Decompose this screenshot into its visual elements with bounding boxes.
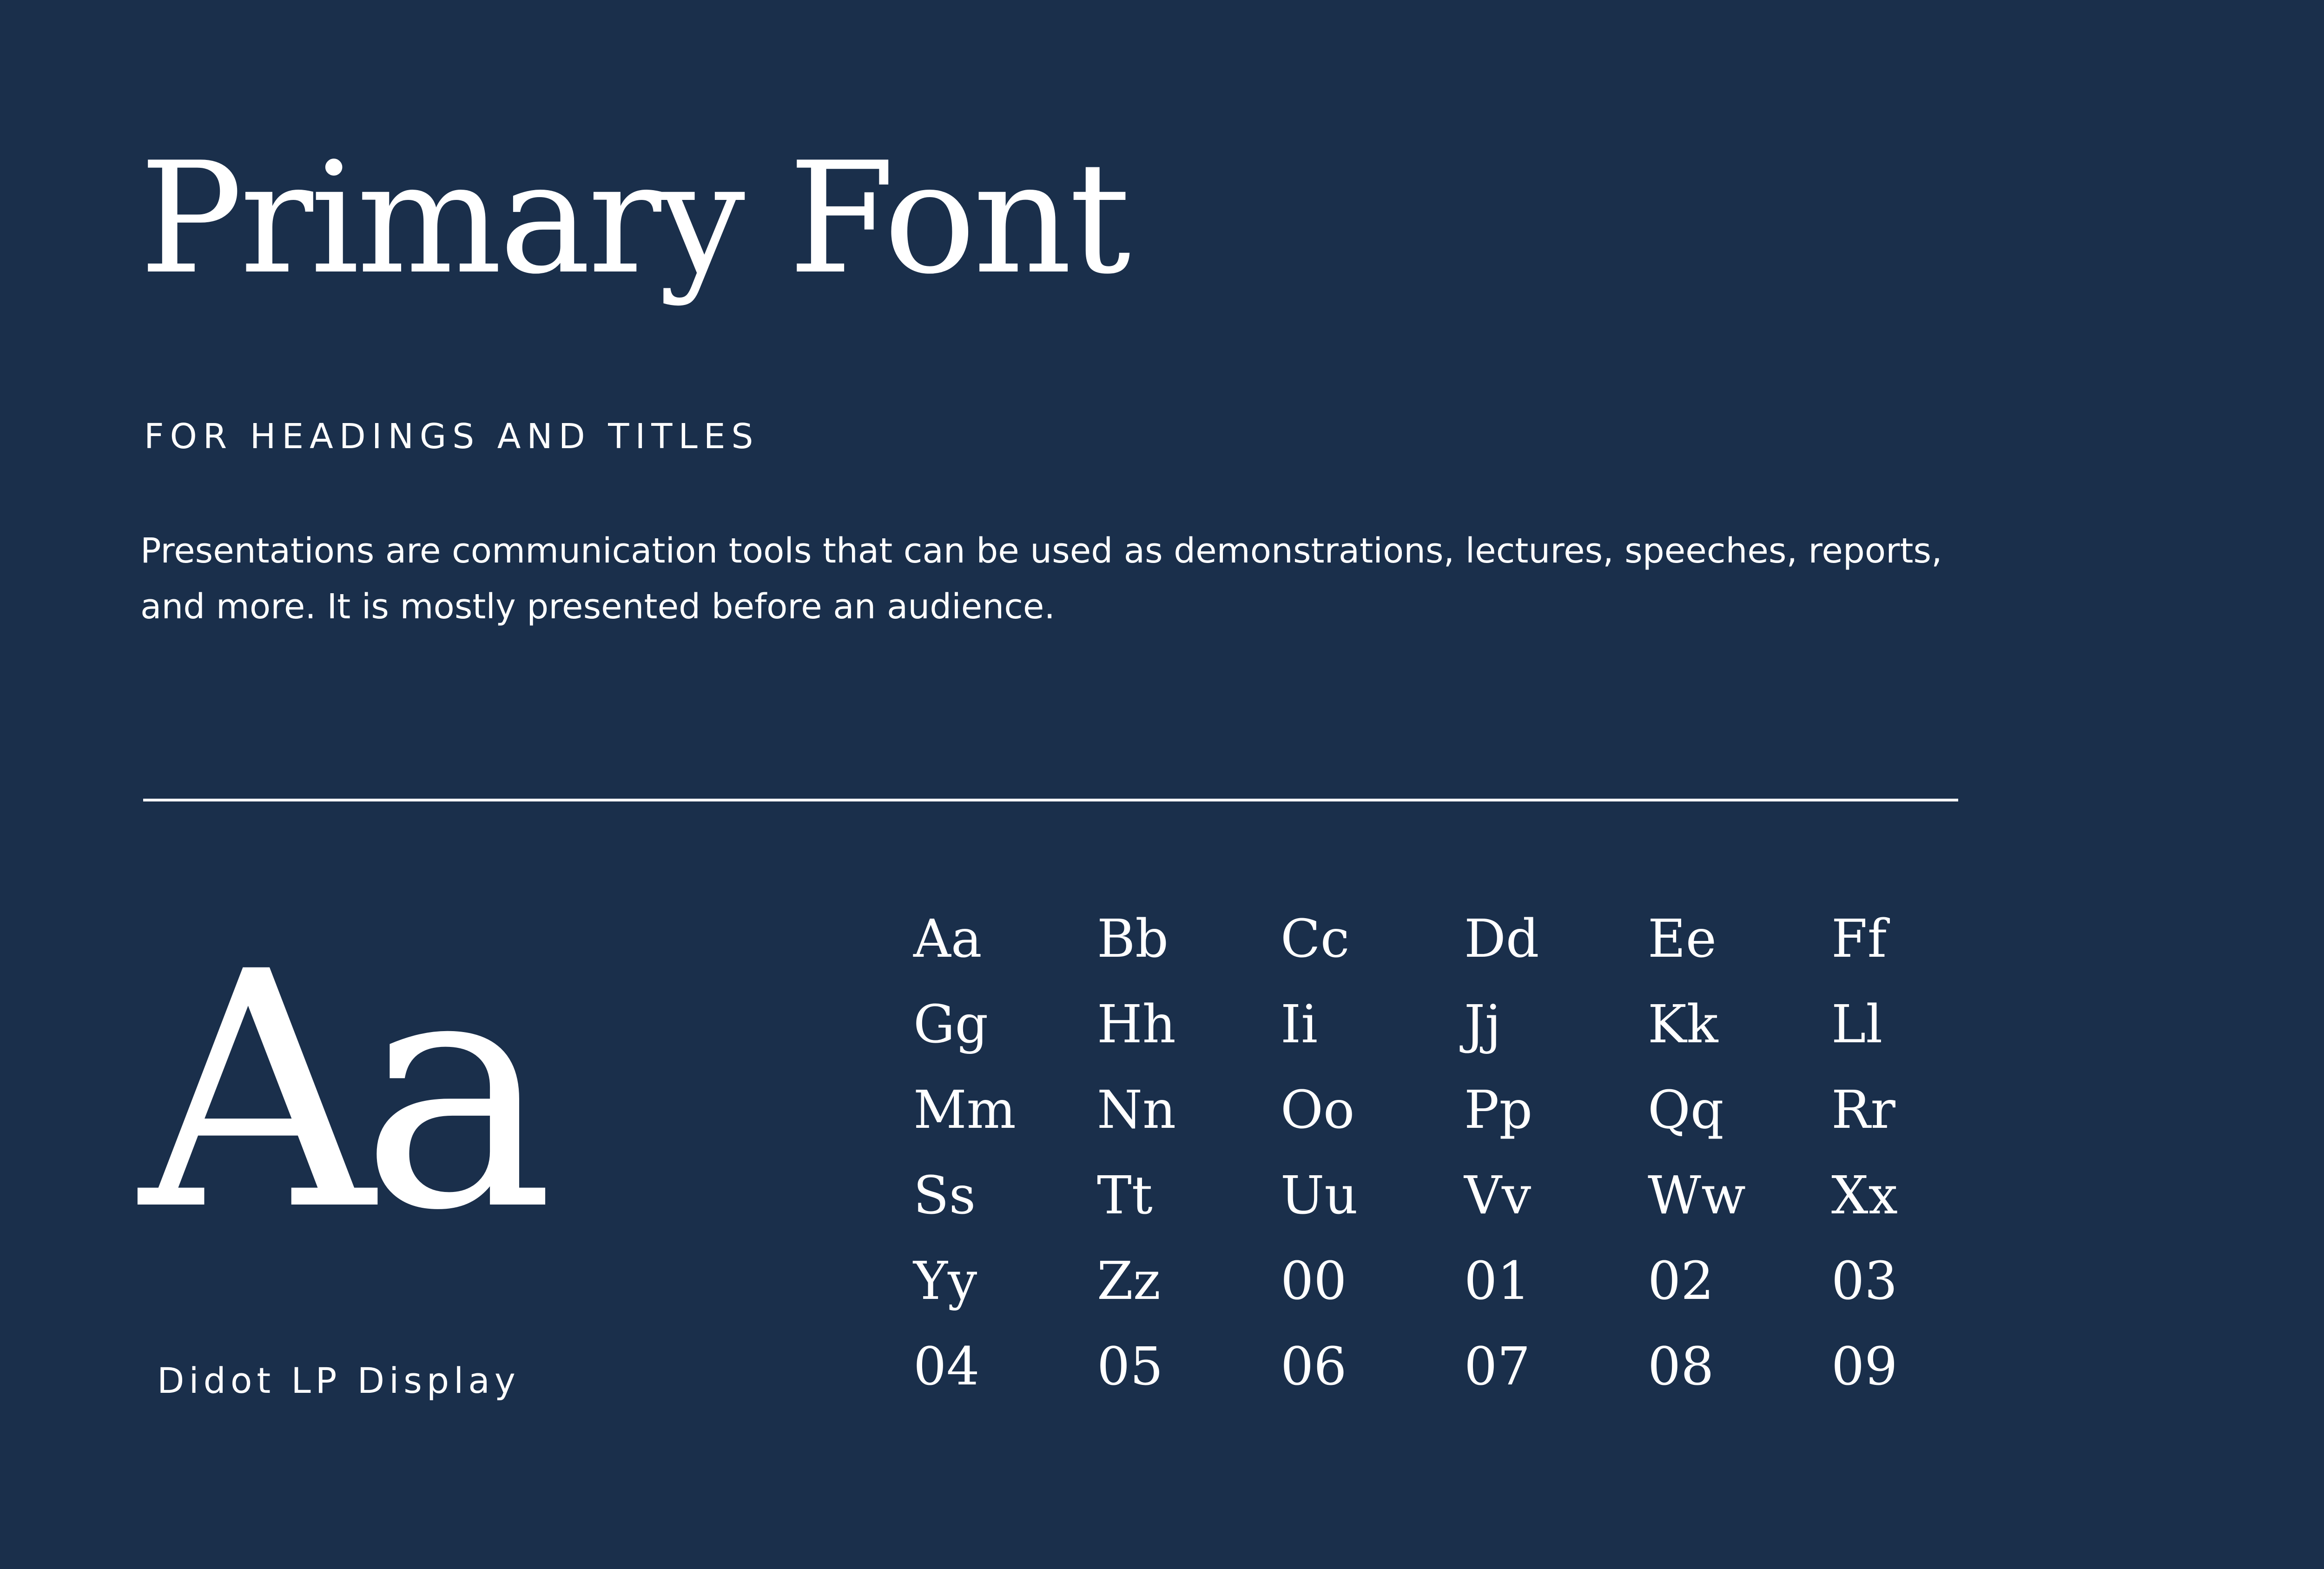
page-title: Primary Font: [139, 129, 1128, 308]
glyph-sample: 03: [1831, 1251, 1898, 1311]
glyph-sample: Ff: [1831, 909, 1887, 969]
glyph-sample: 08: [1648, 1337, 1714, 1397]
glyph-sample: Nn: [1097, 1080, 1176, 1140]
glyph-sample: 07: [1464, 1337, 1531, 1397]
font-name: Didot LP Display: [157, 1360, 520, 1401]
glyph-sample: Ww: [1648, 1165, 1746, 1226]
glyph-sample: 05: [1097, 1337, 1163, 1397]
glyph-sample: Mm: [913, 1080, 1016, 1140]
glyph-sample: Yy: [913, 1251, 977, 1311]
glyph-sample: Jj: [1464, 994, 1501, 1055]
glyph-sample: Ii: [1281, 994, 1318, 1055]
description: Presentations are communication tools that can be used as demonstrations, lectures, speeches, reports, and more. It is mostly presented before an audience.: [140, 531, 1942, 627]
glyph-sample: 09: [1831, 1337, 1898, 1397]
glyph-sample: Gg: [913, 994, 989, 1055]
glyph-sample: Bb: [1097, 909, 1169, 969]
glyph-sample: Xx: [1831, 1165, 1898, 1226]
glyph-sample: Tt: [1097, 1165, 1153, 1226]
glyph-sample: 04: [913, 1337, 980, 1397]
glyph-sample: 00: [1281, 1251, 1347, 1311]
glyph-sample: Vv: [1464, 1165, 1532, 1226]
glyph-grid: [913, 909, 2015, 1422]
glyph-sample: 01: [1464, 1251, 1531, 1311]
glyph-sample: Zz: [1097, 1251, 1161, 1311]
glyph-sample: Cc: [1281, 909, 1350, 969]
type-sample: Aa: [139, 903, 541, 1282]
subtitle: FOR HEADINGS AND TITLES: [144, 417, 759, 457]
glyph-sample: Ll: [1831, 994, 1883, 1055]
glyph-sample: Aa: [913, 909, 982, 969]
glyph-sample: Qq: [1648, 1080, 1724, 1140]
glyph-sample: Rr: [1831, 1080, 1895, 1140]
glyph-sample: Ee: [1648, 909, 1717, 969]
glyph-sample: 06: [1281, 1337, 1347, 1397]
divider: [143, 799, 1958, 801]
glyph-sample: Pp: [1464, 1080, 1533, 1140]
glyph-sample: Oo: [1281, 1080, 1355, 1140]
glyph-sample: Hh: [1097, 994, 1176, 1055]
glyph-sample: 02: [1648, 1251, 1714, 1311]
glyph-sample: Dd: [1464, 909, 1539, 969]
glyph-sample: Ss: [913, 1165, 976, 1226]
glyph-sample: Kk: [1648, 994, 1718, 1055]
glyph-sample: Uu: [1281, 1165, 1358, 1226]
